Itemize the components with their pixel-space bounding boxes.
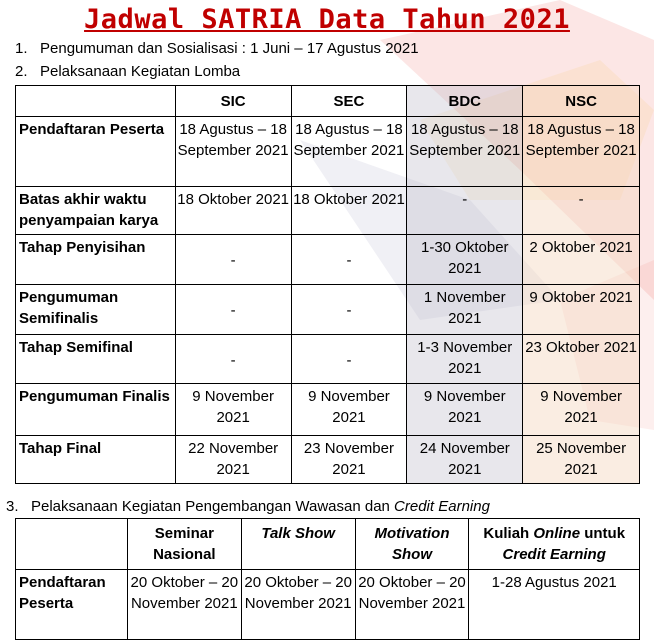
row-label: Pendaftaran Peserta: [16, 117, 176, 187]
header-text: Kuliah: [483, 525, 534, 542]
table-header-sec: SEC: [291, 86, 407, 117]
table-cell: 1 November 2021: [407, 285, 523, 335]
table-cell: 18 Agustus – 18 September 2021: [175, 117, 291, 187]
table-header-motivation: Motivation Show: [355, 519, 469, 570]
table-cell: 9 November 2021: [523, 384, 640, 436]
table-cell: 9 November 2021: [175, 384, 291, 436]
table-cell: 1-28 Agustus 2021: [469, 570, 640, 640]
list-text: Pelaksanaan Kegiatan Lomba: [40, 63, 241, 80]
row-label: Tahap Penyisihan: [16, 235, 176, 285]
header-text: untuk: [580, 525, 626, 542]
table-cell: -: [175, 285, 291, 335]
table-cell: 1-30 Oktober 2021: [407, 235, 523, 285]
list-number: 3.: [6, 498, 19, 515]
table-cell: 23 November 2021: [291, 436, 407, 484]
row-label: Pendaftaran Peserta: [16, 570, 128, 640]
list-text-italic: Credit Earning: [394, 498, 490, 515]
table-cell: 18 Agustus – 18 September 2021: [407, 117, 523, 187]
table-cell: -: [291, 335, 407, 384]
table-header-empty: [16, 519, 128, 570]
list-number: 1.: [15, 40, 28, 57]
table-row: [16, 335, 640, 384]
table-cell: 18 Oktober 2021: [291, 187, 407, 235]
table-cell: 2 Oktober 2021: [523, 235, 640, 285]
list-number: 2.: [15, 63, 28, 80]
list-item-competition: [15, 63, 240, 81]
table-header-row: [16, 86, 640, 117]
table-cell: 9 Oktober 2021: [523, 285, 640, 335]
table-cell: -: [407, 187, 523, 235]
list-text: Pengumuman dan Sosialisasi : 1 Juni – 17 Agustus 2021: [40, 40, 419, 57]
row-label: Batas akhir waktu penyampaian karya: [16, 187, 176, 235]
table-header-nsc: NSC: [523, 86, 640, 117]
row-label: Pengumuman Semifinalis: [16, 285, 176, 335]
table-header-kuliah: [469, 519, 640, 570]
table-cell: -: [523, 187, 640, 235]
table-header-sic: SIC: [175, 86, 291, 117]
table-cell: 18 Agustus – 18 September 2021: [291, 117, 407, 187]
row-label: Pengumuman Finalis: [16, 384, 176, 436]
list-item-development: [6, 498, 490, 516]
table-cell: 9 November 2021: [291, 384, 407, 436]
table-header-row: [16, 519, 640, 570]
list-text: Pelaksanaan Kegiatan Pengembangan Wawasan dan: [31, 498, 395, 515]
table-cell: -: [175, 235, 291, 285]
list-item-announcement: [15, 40, 419, 58]
table-header-bdc: BDC: [407, 86, 523, 117]
table-cell: 9 November 2021: [407, 384, 523, 436]
table-row: [16, 384, 640, 436]
competition-schedule-table: [15, 85, 640, 484]
table-row: [16, 570, 640, 640]
table-row: [16, 285, 640, 335]
header-text-italic: Credit Earning: [502, 546, 606, 563]
table-cell: 24 November 2021: [407, 436, 523, 484]
table-row: [16, 187, 640, 235]
table-row: [16, 235, 640, 285]
table-cell: 25 November 2021: [523, 436, 640, 484]
table-cell: 18 Oktober 2021: [175, 187, 291, 235]
table-cell: 23 Oktober 2021: [523, 335, 640, 384]
table-cell: 22 November 2021: [175, 436, 291, 484]
table-header-talkshow: Talk Show: [241, 519, 355, 570]
header-text-italic: Online: [533, 525, 581, 542]
table-cell: 1-3 November 2021: [407, 335, 523, 384]
table-cell: -: [175, 335, 291, 384]
table-row: [16, 436, 640, 484]
table-row: [16, 117, 640, 187]
table-cell: 20 Oktober – 20 November 2021: [355, 570, 469, 640]
row-label: Tahap Final: [16, 436, 176, 484]
table-header-empty: [16, 86, 176, 117]
row-label: Tahap Semifinal: [16, 335, 176, 384]
table-header-seminar: Seminar Nasional: [127, 519, 241, 570]
page-title: Jadwal SATRIA Data Tahun 2021: [84, 4, 570, 35]
table-cell: -: [291, 235, 407, 285]
table-cell: 20 Oktober – 20 November 2021: [127, 570, 241, 640]
table-cell: 18 Agustus – 18 September 2021: [523, 117, 640, 187]
development-schedule-table: [15, 518, 640, 640]
table-cell: -: [291, 285, 407, 335]
table-cell: 20 Oktober – 20 November 2021: [241, 570, 355, 640]
